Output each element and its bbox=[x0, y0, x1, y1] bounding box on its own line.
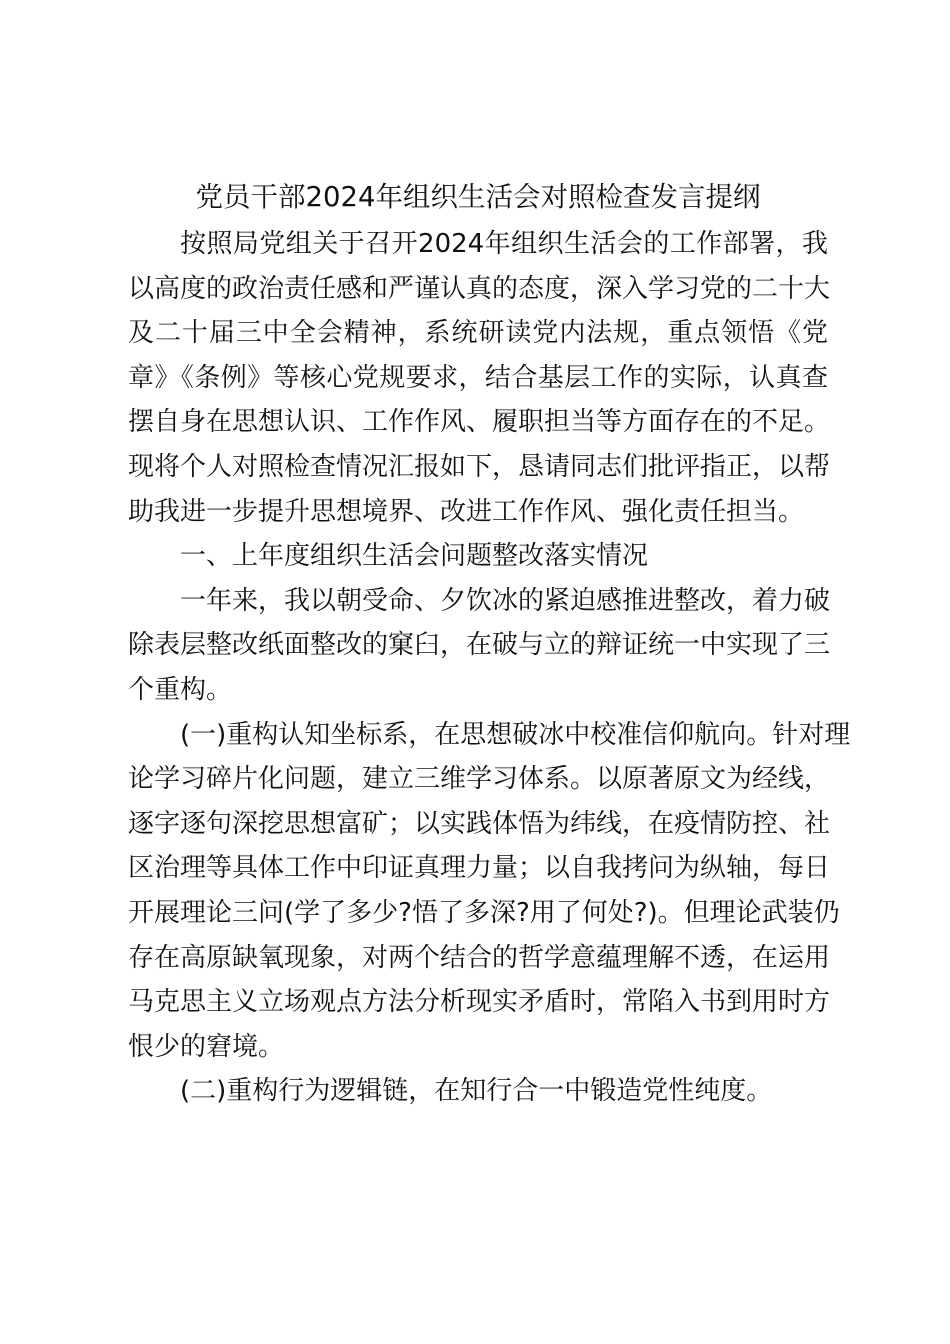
paragraph-line: 按照局党组关于召开2024年组织生活会的工作部署，我 bbox=[180, 229, 828, 259]
paragraph-line: 章》《条例》等核心党规要求，结合基层工作的实际，认真查 bbox=[128, 362, 828, 393]
paragraph-line: 存在高原缺氧现象，对两个结合的哲学意蕴理解不透，在运用 bbox=[128, 942, 831, 973]
paragraph-subsection-2 bbox=[128, 1069, 828, 1114]
paragraph-line: (二)重构行为逻辑链，在知行合一中锻造党性纯度。 bbox=[180, 1076, 773, 1107]
paragraph-line: 逐字逐句深挖思想富矿；以实践体悟为纬线，在疫情防控、社 bbox=[128, 808, 831, 839]
paragraph-line: 区治理等具体工作中印证真理力量；以自我拷问为纵轴，每日 bbox=[128, 853, 831, 884]
paragraph-line: 个重构。 bbox=[128, 674, 233, 705]
paragraph-summary bbox=[128, 579, 831, 713]
section-heading bbox=[128, 534, 828, 579]
paragraph-line: 除表层整改纸面整改的窠臼，在破与立的辩证统一中实现了三 bbox=[128, 630, 831, 661]
paragraph-line: 以高度的政治责任感和严谨认真的态度，深入学习党的二十大 bbox=[128, 273, 831, 304]
paragraph-line: 恨少的窘境。 bbox=[128, 1031, 285, 1062]
paragraph-line: 助我进一步提升思想境界、改进工作作风、强化责任担当。 bbox=[128, 496, 805, 527]
paragraph-subsection-1 bbox=[128, 713, 851, 1070]
paragraph-line: 马克思主义立场观点方法分析现实矛盾时，常陷入书到用时方 bbox=[128, 987, 831, 1018]
paragraph-line: 开展理论三问(学了多少?悟了多深?用了何处?)。但理论武装仍 bbox=[128, 897, 840, 928]
paragraph-line: 及二十届三中全会精神，系统研读党内法规，重点领悟《党 bbox=[128, 318, 828, 349]
paragraph-line: (一)重构认知坐标系，在思想破冰中校准信仰航向。针对理 bbox=[180, 719, 851, 750]
paragraph-line: 摆自身在思想认识、工作作风、履职担当等方面存在的不足。 bbox=[128, 407, 831, 438]
document-title: 党员干部2024年组织生活会对照检查发言提纲 bbox=[195, 181, 761, 213]
document-body bbox=[128, 222, 851, 1114]
paragraph-line: 现将个人对照检查情况汇报如下，恳请同志们批评指正，以帮 bbox=[128, 451, 831, 482]
paragraph-line: 一年来，我以朝受命、夕饮冰的紧迫感推进整改，着力破 bbox=[180, 585, 831, 616]
paragraph-line: 一、上年度组织生活会问题整改落实情况 bbox=[180, 541, 649, 572]
paragraph-line: 论学习碎片化问题，建立三维学习体系。以原著原文为经线， bbox=[128, 764, 831, 795]
paragraph-intro bbox=[128, 222, 831, 534]
